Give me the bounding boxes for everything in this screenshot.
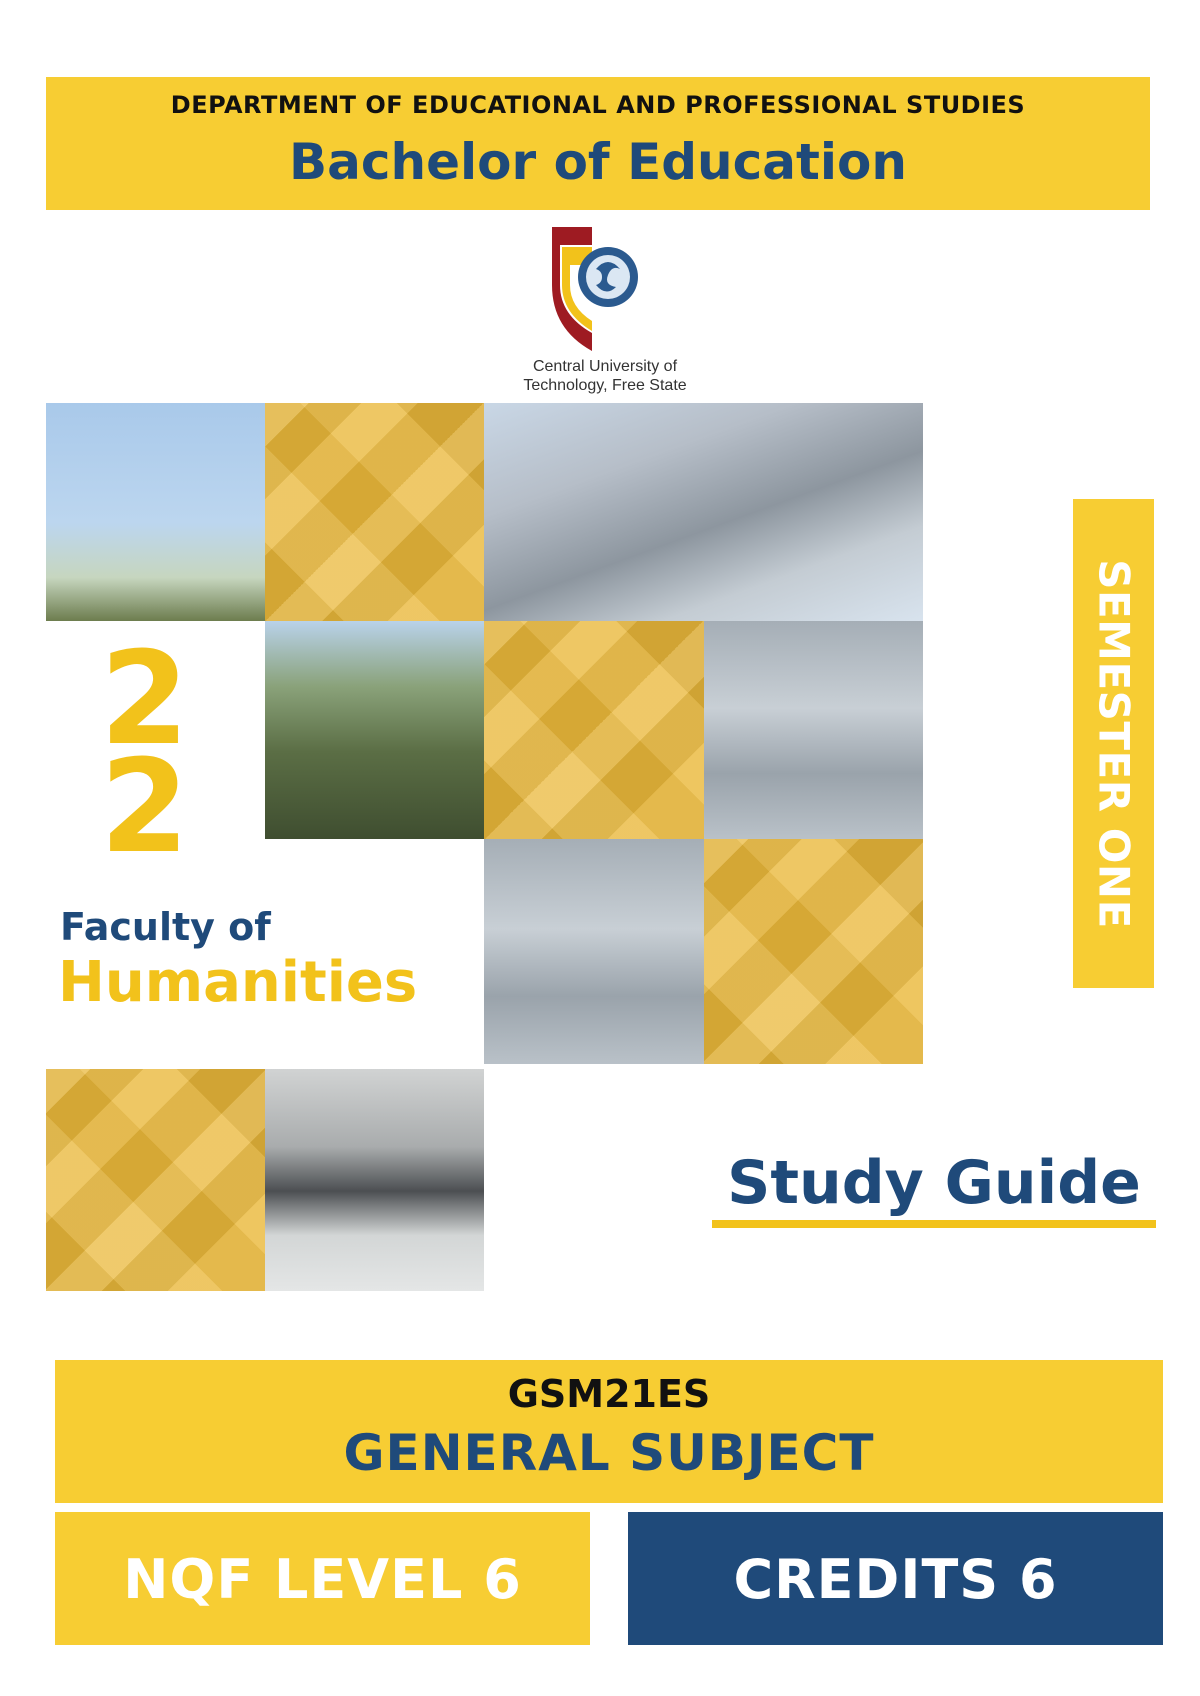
logo-text-line2: Technology, Free State [523,377,687,394]
module-title: GENERAL SUBJECT [343,1424,875,1482]
photo-tile-sculpture [704,621,923,839]
study-guide-title: Study Guide [727,1148,1141,1218]
credits-box [628,1512,1163,1645]
faculty-of-label: Faculty of [60,905,271,949]
nqf-box [55,1512,590,1645]
faculty-name: Humanities [58,950,418,1015]
header-band [46,77,1150,210]
year-digit-bottom: 2 [100,733,190,882]
study-guide-underline [712,1220,1156,1228]
nqf-level: NQF LEVEL 6 [123,1548,522,1611]
photo-tile-sculpture [484,403,923,621]
semester-label: SEMESTER ONE [1089,558,1138,929]
year-digit-top: 2 [100,625,190,774]
module-band [55,1360,1163,1503]
photo-tile-garden [265,621,484,839]
degree-title: Bachelor of Education [289,133,907,191]
semester-banner [1073,499,1154,988]
department-title: DEPARTMENT OF EDUCATIONAL AND PROFESSIONAL STUDIES [170,91,1026,119]
shield-logo-icon [500,225,710,355]
module-code: GSM21ES [507,1372,711,1416]
paper-tile [704,839,923,1064]
credits-value: CREDITS 6 [733,1548,1058,1611]
paper-tile [46,1069,265,1291]
photo-tile-trees [46,403,265,621]
paper-tile [484,621,704,839]
photo-tile-fountain [484,839,704,1064]
photo-tile-water [265,1069,484,1291]
logo-text-line1: Central University of [532,358,678,375]
university-logo [500,225,710,400]
paper-tile [265,403,484,621]
